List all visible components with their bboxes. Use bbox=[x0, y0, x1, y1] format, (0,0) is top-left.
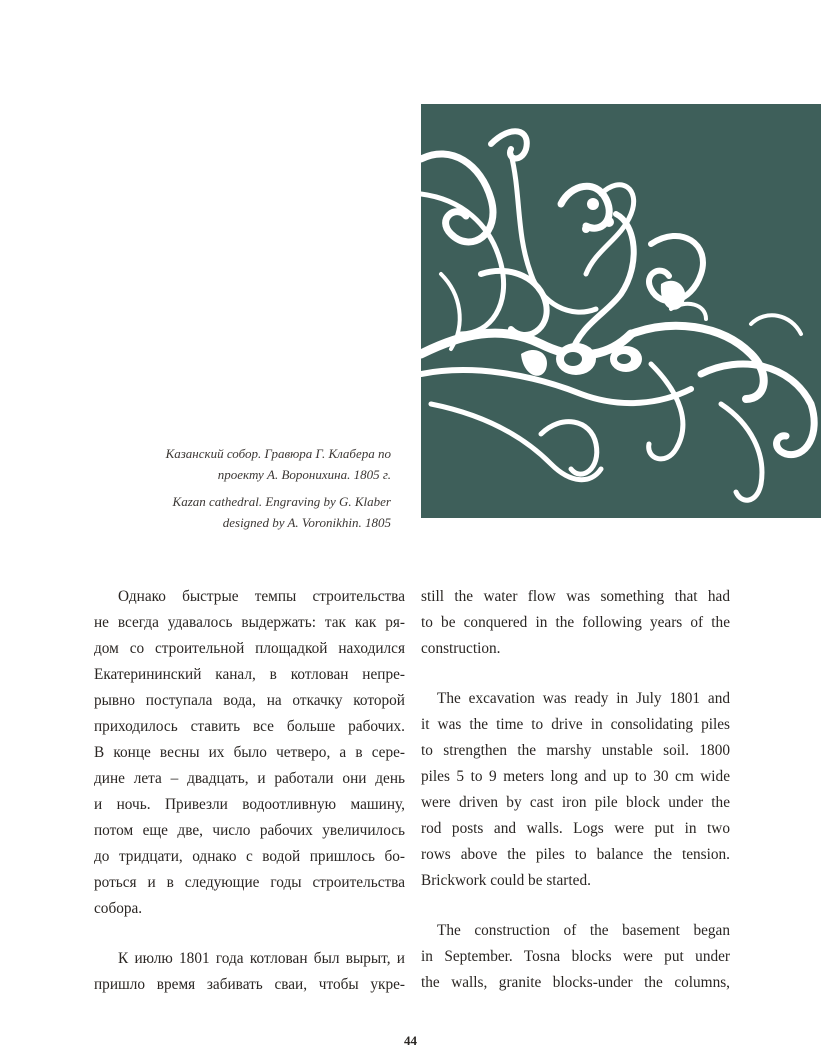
text-line: роться и в следующие годы строительства bbox=[94, 874, 405, 891]
english-text-column bbox=[421, 584, 730, 996]
text-line: дине лета – двадцать, и работали они день bbox=[94, 770, 405, 787]
text-line: The excavation was ready in July 1801 and bbox=[437, 690, 730, 707]
caption-en-line: Kazan cathedral. Engraving by G. Klaber bbox=[172, 494, 391, 509]
russian-text-column bbox=[94, 584, 405, 998]
paragraph bbox=[421, 686, 730, 894]
text-line: пришло время забивать сваи, чтобы укре- bbox=[94, 976, 405, 993]
text-line: Однако быстрые темпы строительства bbox=[118, 588, 405, 605]
text-line: piles 5 to 9 meters long and up to 30 cm wide bbox=[421, 768, 730, 785]
page-number: 44 bbox=[404, 1033, 417, 1048]
text-line: in September. Tosna blocks were put under bbox=[421, 948, 730, 965]
paragraph bbox=[421, 918, 730, 996]
caption-english bbox=[91, 491, 391, 533]
caption-russian bbox=[91, 443, 391, 485]
caption-en-line: designed by A. Voronikhin. 1805 bbox=[222, 515, 391, 530]
text-line: construction. bbox=[421, 640, 501, 657]
text-line: it was the time to drive in consolidating piles bbox=[421, 716, 730, 733]
text-line: потом еще две, число рабочих увеличилось bbox=[94, 822, 405, 839]
text-line: В конце весны их было четверо, а в сере- bbox=[94, 744, 405, 761]
text-line: собора. bbox=[94, 900, 143, 917]
caption-ru-line: Казанский собор. Гравюра Г. Клабера по bbox=[165, 446, 391, 461]
text-line: дом со строительной площадкой находился bbox=[94, 640, 405, 657]
text-line: the walls, granite blocks-under the columns, bbox=[421, 974, 730, 991]
text-line: Екатерининский канал, в котлован непре- bbox=[94, 666, 405, 683]
figure-caption bbox=[91, 443, 391, 533]
text-line: The construction of the basement began bbox=[437, 922, 730, 939]
text-line: не всегда удавалось выдержать: так как ря- bbox=[94, 614, 405, 631]
ornament-engraving bbox=[421, 104, 821, 518]
text-line: до тридцати, однако с водой пришлось бо- bbox=[94, 848, 405, 865]
text-line: К июлю 1801 года котлован был вырыт, и bbox=[118, 950, 405, 967]
text-line: to strengthen the marshy unstable soil. 1800 bbox=[421, 742, 730, 759]
paragraph bbox=[421, 584, 730, 662]
paragraph bbox=[94, 584, 405, 922]
text-line: и ночь. Привезли водоотливную машину, bbox=[94, 796, 405, 813]
text-line: were driven by cast iron pile block under the bbox=[421, 794, 730, 811]
text-line: still the water flow was something that had bbox=[421, 588, 730, 605]
text-line: rod posts and walls. Logs were put in two bbox=[421, 820, 730, 837]
paragraph bbox=[94, 946, 405, 998]
caption-ru-line: проекту А. Воронихина. 1805 г. bbox=[217, 467, 391, 482]
text-line: to be conquered in the following years of the bbox=[421, 614, 730, 631]
baroque-scroll-ornament bbox=[421, 104, 821, 518]
text-line: rows above the piles to balance the tension. bbox=[421, 846, 730, 863]
text-line: рывно поступала вода, на откачку которой bbox=[94, 692, 405, 709]
text-line: Brickwork could be started. bbox=[421, 872, 591, 889]
text-line: приходилось ставить все больше рабочих. bbox=[94, 718, 405, 735]
